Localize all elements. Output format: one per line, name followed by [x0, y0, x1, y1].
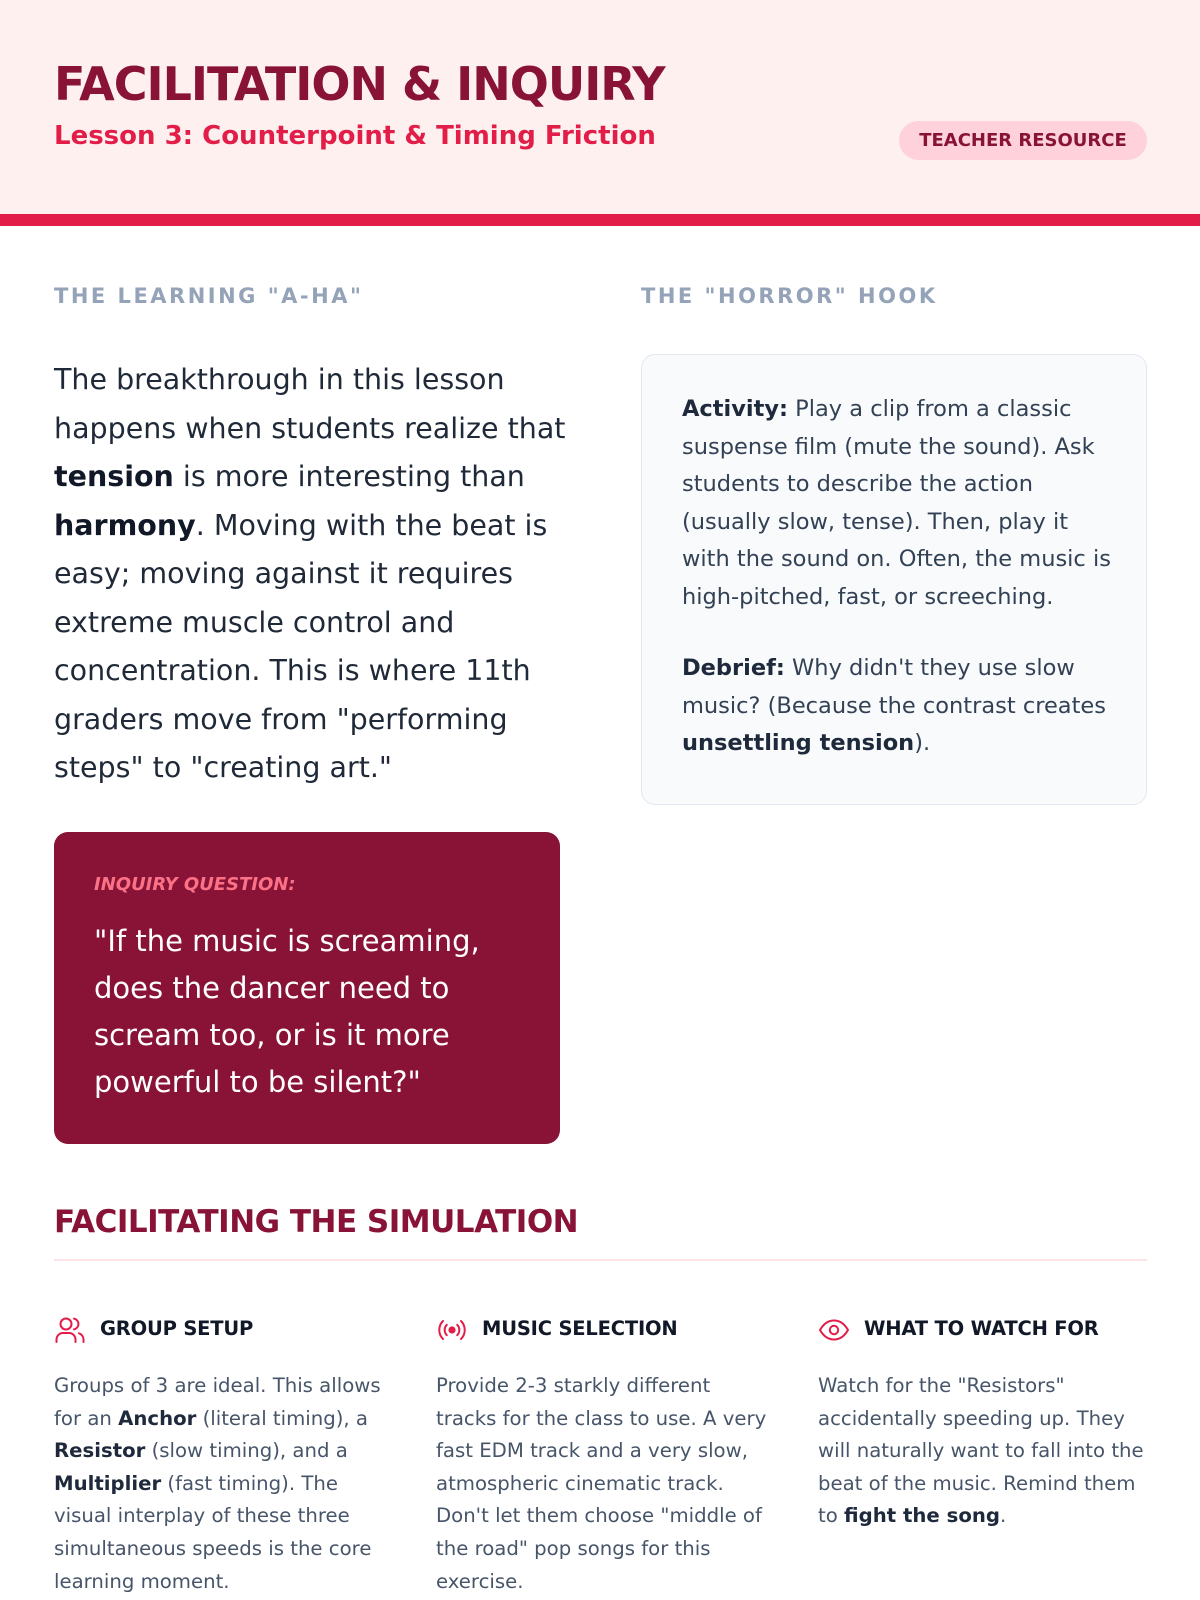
- group-setup-column: [54, 1312, 390, 1593]
- what-to-watch-column: [818, 1312, 1154, 1528]
- music-selection-column: [436, 1312, 772, 1593]
- horror-hook-card: [641, 354, 1147, 805]
- inquiry-question-text: "If the music is screaming, does the dancer need to scream too, or is it more powerful to be silent?": [94, 924, 480, 1099]
- lesson-subtitle: Lesson 3: Counterpoint & Timing Friction: [54, 121, 656, 151]
- group-setup-text: Groups of 3 are ideal. This allows for an Anchor (literal timing), a Resistor (slow timing), and a Multiplier (fast timing). The visual interplay of these three simultaneous speeds is the core learning moment.: [54, 1374, 381, 1593]
- teacher-resource-badge: TEACHER RESOURCE: [899, 121, 1147, 160]
- what-to-watch-text: Watch for the "Resistors" accidentally speeding up. They will naturally want to fall into the beat of the music. Remind them to fight the song.: [818, 1374, 1144, 1528]
- learning-aha-text: The breakthrough in this lesson happens when students realize that tension is more interesting than harmony. Moving with the beat is easy; moving against it requires extreme muscle control and concentration. This is where 11th graders move from "performing steps" to "creating art.": [54, 363, 566, 784]
- eye-icon: [818, 1314, 850, 1346]
- music-selection-title: MUSIC SELECTION: [482, 1317, 678, 1340]
- section-divider: [54, 1259, 1147, 1261]
- inquiry-question-card: [54, 832, 560, 1144]
- inquiry-question-label: INQUIRY QUESTION:: [94, 874, 296, 895]
- debrief-paragraph: Debrief: Why didn't they use slow music? (Because the contrast creates unsettling tension).: [682, 655, 1106, 757]
- music-selection-text: Provide 2-3 starkly different tracks for the class to use. A very fast EDM track and a very slow, atmospheric cinematic track. Don't let them choose "middle of the road" pop songs for this exercise.: [436, 1374, 767, 1593]
- page-title: FACILITATION & INQUIRY: [54, 57, 665, 111]
- header-accent-bar: [0, 214, 1200, 226]
- learning-aha-label: THE LEARNING "A-HA": [54, 284, 364, 308]
- group-setup-title: GROUP SETUP: [100, 1317, 254, 1340]
- what-to-watch-title: WHAT TO WATCH FOR: [864, 1317, 1099, 1340]
- broadcast-icon: [436, 1314, 468, 1346]
- users-icon: [54, 1314, 86, 1346]
- header: [0, 0, 1200, 214]
- simulation-section-title: FACILITATING THE SIMULATION: [54, 1204, 579, 1240]
- horror-hook-label: THE "HORROR" HOOK: [641, 284, 938, 308]
- activity-paragraph: Activity: Play a clip from a classic suspense film (mute the sound). Ask students to describe the action (usually slow, tense). Then, play it with the sound on. Often, the music is high-pitched, fast, or screeching.: [682, 396, 1111, 610]
